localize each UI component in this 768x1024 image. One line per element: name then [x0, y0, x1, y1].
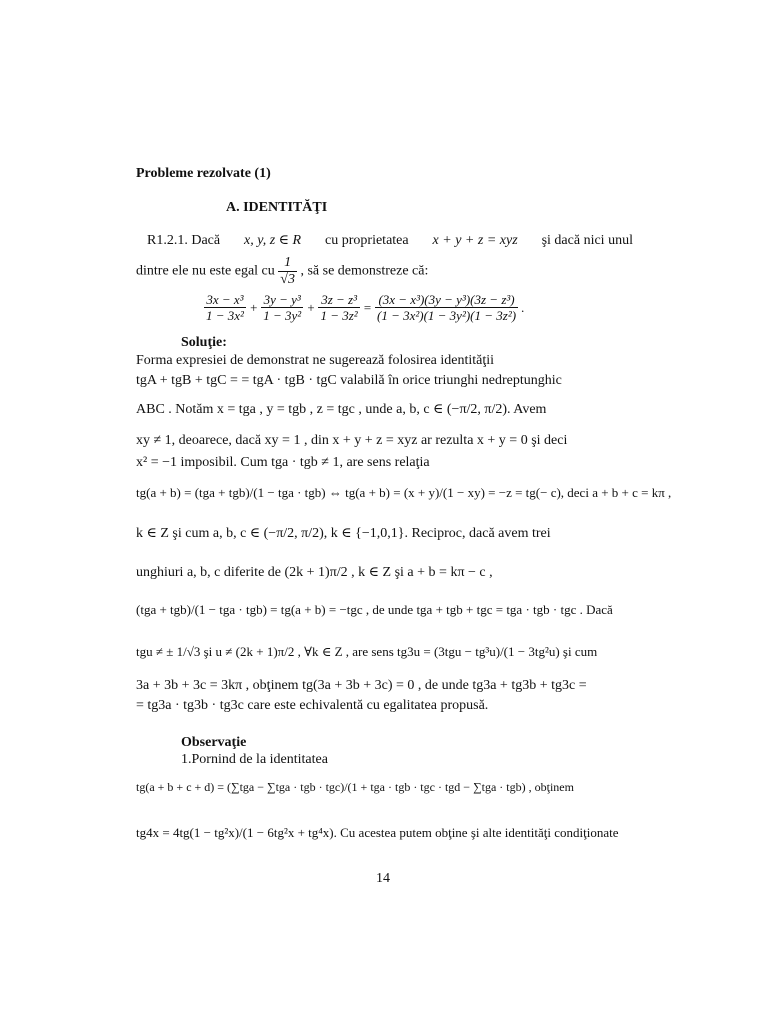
solution-line-12: = tg3a · tg3b · tg3c care este echivalentă cu egalitatea propusă.	[136, 698, 489, 713]
solution-line-5: x² = −1 imposibil. Cum tga · tgb ≠ 1, are sens relaţia	[136, 455, 430, 470]
observation-line-1: 1.Pornind de la identitatea	[181, 752, 328, 767]
solution-line-8: unghiuri a, b, c diferite de (2k + 1)π/2 , k ∈ Z şi a + b = kπ − c ,	[136, 565, 493, 580]
term-2-num: 3y − y³	[263, 292, 301, 307]
observation-heading: Observaţie	[181, 735, 247, 750]
problem-lead: R1.2.1. Dacă	[147, 233, 221, 248]
problem-condition: x + y + z = xyz	[432, 233, 518, 248]
observation-line-2: tg(a + b + c + d) = (∑tga − ∑tga · tgb · tgc)/(1 + tga · tgb · tgc · tgd − ∑tga · tgb) , obţinem	[136, 780, 574, 794]
main-identity: $\frac{\text{3x − x³}}{\text{1 − 3x²}}$ + $\frac{\text{3y − y³}}{\text{1 − 3y²}}$ + $\frac{\text{3z − z³}}{\text{1 − 3z²}}$ = $\frac{\text{(3x − x³)(3y − y³)(3z − z³)}}{\text{(1 − 3x²)(1 − 3y²)(1 − 3z²)}}$ .	[206, 292, 525, 323]
problem-l2b: , să se demonstreze că:	[300, 263, 429, 279]
document-heading: Probleme rezolvate (1)	[136, 166, 271, 181]
term-3-den: 1 − 3z²	[320, 308, 358, 323]
problem-prop: cu proprietatea	[325, 233, 409, 248]
identity-rhs	[375, 293, 518, 322]
page-number: 14	[376, 871, 390, 886]
solution-line-1: Forma expresiei de demonstrat ne sugerează folosirea identităţii	[136, 353, 495, 368]
problem-line-2	[136, 256, 428, 287]
term-1-den: 1 − 3x²	[206, 308, 244, 323]
problem-fraction	[278, 256, 297, 287]
identity-rhs-den: (1 − 3x²)(1 − 3y²)(1 − 3z²)	[376, 308, 517, 323]
problem-vars: x, y, z ∈ R	[244, 233, 302, 248]
solution-line-10: tgu ≠ ± 1/√3 şi u ≠ (2k + 1)π/2 , ∀k ∈ Z , are sens tg3u = (3tgu − tg³u)/(1 − 3tg²u) şi cum	[136, 644, 598, 659]
term-3-num: 3z − z³	[321, 292, 357, 307]
solution-line-7: k ∈ Z şi cum a, b, c ∈ (−π/2, π/2), k ∈ {−1,0,1}. Reciproc, dacă avem trei	[136, 526, 551, 541]
solution-line-9: (tga + tgb)/(1 − tga · tgb) = tg(a + b) = −tgc , de unde tga + tgb + tgc = tga · tgb · tgc . Dacă	[136, 602, 613, 617]
problem-frac-den: √3	[280, 272, 295, 287]
solution-line-11: 3a + 3b + 3c = 3kπ , obţinem tg(3a + 3b + 3c) = 0 , de unde tg3a + tg3b + tg3c =	[136, 678, 587, 693]
solution-line-2: tgA + tgB + tgC = = tgA · tgB · tgC valabilă în orice triunghi nedreptunghic	[136, 373, 562, 388]
solution-line-6: tg(a + b) = (tga + tgb)/(1 − tga · tgb) ⇔ tg(a + b) = (x + y)/(1 − xy) = −z = tg(− c), deci a + b + c = kπ ,	[136, 485, 672, 500]
problem-line-1	[147, 234, 633, 248]
solution-line-4: xy ≠ 1, deoarece, dacă xy = 1 , din x + y + z = xyz ar rezulta x + y = 0 şi deci	[136, 433, 568, 448]
solution-heading: Soluţie:	[181, 335, 227, 350]
term-3	[318, 293, 359, 322]
problem-frac-num: 1	[284, 255, 292, 270]
term-1-num: 3x − x³	[206, 292, 244, 307]
section-title: A. IDENTITĂŢI	[226, 200, 328, 215]
observation-line-3: tg4x = 4tg(1 − tg²x)/(1 − 6tg²x + tg⁴x). Cu acestea putem obţine şi alte identităţi condiţionate	[136, 825, 619, 840]
term-2-den: 1 − 3y²	[263, 308, 302, 323]
problem-l2a: dintre ele nu este egal cu	[136, 263, 275, 279]
solution-line-3: ABC . Notăm x = tga , y = tgb , z = tgc , unde a, b, c ∈ (−π/2, π/2). Avem	[136, 402, 547, 417]
problem-tail: şi dacă nici unul	[541, 233, 633, 248]
term-2	[261, 293, 303, 322]
identity-rhs-num: (3x − x³)(3y − y³)(3z − z³)	[378, 292, 515, 307]
term-1	[204, 293, 246, 322]
